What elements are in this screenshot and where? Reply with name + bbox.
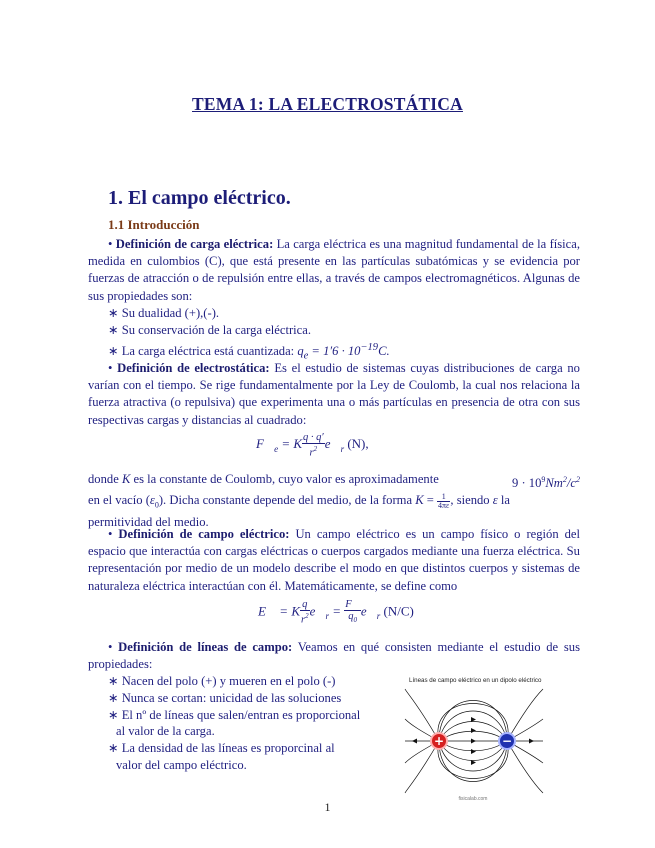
document-title: TEMA 1: LA ELECTROSTÁTICA (192, 94, 463, 114)
text-line: Es el estudio de sistemas cuyas distribuciones de (274, 361, 531, 375)
term-field-lines: Definición de líneas de campo: (118, 640, 293, 654)
text-line: carga no varían con el tiempo. Se rige fundamentalmente por la Ley de Coulomb, la cual (88, 361, 580, 393)
coulomb-equation: $F⃗_e = K$ $\frac{q \cdot q'}{r^2}$ $e⃗_r$ (N), (256, 432, 369, 459)
minus-sign: − (501, 734, 513, 748)
text-line: cuerpos y sistemas de naturaleza eléctrica interactúan con él. Matemáticamente, se define (88, 561, 580, 593)
term-charge: Definición de carga eléctrica: (115, 237, 274, 251)
text-line: Veamos en qué consisten mediante el estudio de (297, 640, 559, 654)
paragraph-electric-field (88, 526, 580, 595)
field-property: ∗ Nunca se cortan: unicidad de las soluciones (108, 691, 342, 705)
text-line: , siendo (450, 493, 493, 508)
field-equation: E⃗ = K $\frac{q}{r^2}$ $e⃗_r$ = $\frac{F⃗}{q_0}$ $e⃗_r$ (N/C) (258, 599, 414, 626)
text-line: la (497, 493, 510, 508)
property-item: ∗ Su conservación de la carga eléctrica. (108, 323, 311, 337)
field-property: ∗ El nº de líneas que salen/entran es proporcional (108, 708, 361, 722)
bullet: • (108, 527, 113, 541)
paragraph-electrostatics (88, 360, 580, 429)
bullet: • (108, 361, 113, 375)
paragraph-charge-definition (88, 236, 580, 305)
text-line: como (429, 578, 458, 593)
field-property: al valor de la carga. (116, 724, 215, 738)
text-line: eléctrica. Su representación por medio de un modelo describe el modo en que distintos (88, 544, 580, 576)
text-line: de la física, medida en culombios (C), que está presente en las partículas subatómicas (88, 237, 580, 269)
text-line: del espacio que interactúa con cargas eléctricas o cuerpos cargados mediante una fuerza (88, 527, 580, 559)
text-line: Un campo eléctrico es un campo físico o región (295, 527, 559, 541)
bullet: • (108, 237, 113, 251)
text-line: donde (88, 472, 122, 486)
property-text: ∗ La carga eléctrica está cuantizada: (108, 344, 298, 359)
term-electrostatics: Definición de electrostática: (117, 361, 270, 375)
figure-caption: Líneas de campo eléctrico en un dipolo eléctrico (409, 677, 542, 684)
section-heading: 1. El campo eléctrico. (108, 187, 291, 209)
text-line: en el vacío ( (88, 493, 150, 508)
subsection-heading: 1.1 Introducción (108, 217, 200, 232)
page-number: 1 (324, 800, 331, 814)
paragraph-field-lines (88, 639, 580, 673)
text-line: electromagnéticos. Algunas de sus propiedades son: (88, 271, 580, 303)
figure-watermark: fisicalab.com (458, 796, 488, 802)
text-line: ). Dicha constante depende del medio, de la forma (158, 493, 416, 508)
paragraph-coulomb-constant: donde K es la constante de Coulomb, cuyo valor es aproximadamente $9 \cdot 10^9Nm^2/c^2$ en el vacío $(\varepsilon_0)$. Dicha constante depende del medio, de la forma K = $\frac{1}{4\pi\varepsilon}$ , siendo ε la permitividad del medio. (88, 471, 580, 531)
bullet: • (108, 640, 113, 654)
dipole-svg (403, 673, 571, 803)
field-property: ∗ Nacen del polo (+) y mueren en el polo (-) (108, 674, 336, 688)
text-line: permitividad del medio. (88, 515, 209, 530)
text-line: sus propiedades: (88, 640, 580, 672)
plus-sign: + (433, 734, 445, 748)
text-line: La carga eléctrica es una magnitud fundamental (276, 237, 519, 251)
field-property: valor del campo eléctrico. (116, 758, 247, 772)
property-item: ∗ Su dualidad (+),(-). (108, 306, 220, 320)
text-line: es la constante de Coulomb, cuyo valor es aproximadamente (130, 472, 439, 486)
text-line: y se evidencia por fuerzas de atracción o de repulsión entre ellas, a través de campos (88, 254, 580, 286)
term-electric-field: Definición de campo eléctrico: (118, 527, 290, 541)
text-line: presencia de otra con sus respectivas cargas y distancias al cuadrado: (88, 395, 580, 427)
dipole-figure (403, 673, 571, 803)
charge-value: $q_e = 1'6 \cdot 10^{-19}C$. (297, 342, 390, 362)
text-line: nos relaciona la fuerza atractiva (o repulsiva) que experimenta una o más partículas en (88, 378, 581, 410)
field-property: ∗ La densidad de las líneas es proporcinal al (108, 741, 335, 755)
coulomb-value: $9 \cdot 10^9Nm^2/c^2$ (512, 475, 580, 491)
